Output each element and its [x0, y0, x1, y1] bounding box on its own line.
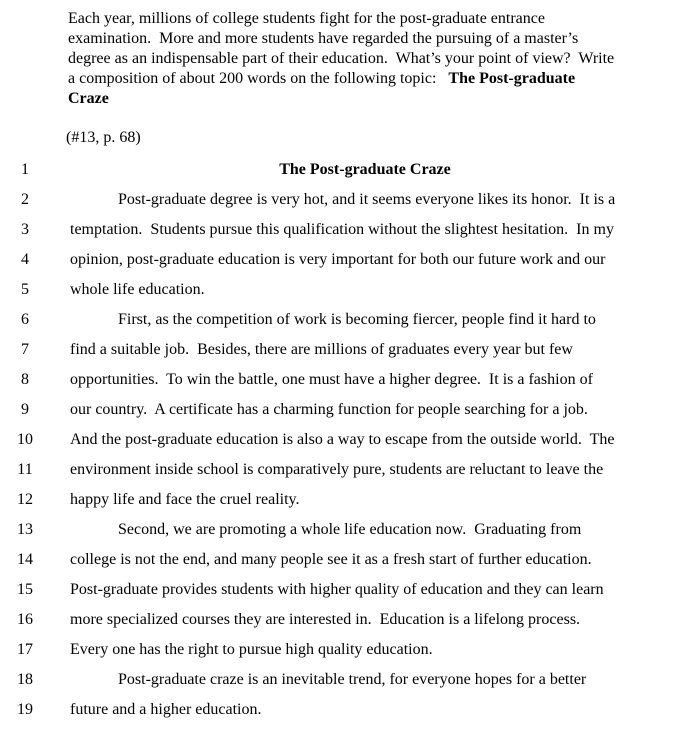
line-number: 11: [17, 461, 33, 478]
prompt-topic-bold: Craze: [68, 90, 109, 107]
line-text: happy life and face the cruel reality.: [70, 491, 300, 508]
prompt-text: degree as an indispensable part of their education. What’s your point of view? Write: [68, 50, 615, 67]
line-text: Every one has the right to pursue high quality education.: [70, 641, 433, 658]
prompt-text: examination. More and more students have regarded the pursuing of a master’s: [68, 30, 579, 47]
line-text: more specialized courses they are interested in. Education is a lifelong process.: [70, 611, 581, 628]
essay-line-row: [0, 155, 681, 185]
line-text: Post-graduate provides students with higher quality of education and they can learn: [70, 581, 604, 598]
line-number: 6: [21, 311, 29, 328]
line-number: 10: [17, 431, 33, 448]
essay-line-row: [0, 425, 681, 455]
prompt-line: [68, 69, 668, 89]
prompt-text: a composition of about 200 words on the following topic:: [68, 70, 449, 87]
essay-line-row: [0, 245, 681, 275]
line-text: college is not the end, and many people see it as a fresh start of further education.: [70, 551, 592, 568]
essay-line-row: [0, 185, 681, 215]
line-number: 9: [21, 401, 29, 418]
essay-line-row: [0, 665, 681, 695]
line-number: 14: [17, 551, 33, 568]
line-number: 17: [17, 641, 33, 658]
line-text: Post-graduate degree is very hot, and it seems everyone likes its honor. It is a: [118, 191, 616, 208]
line-text: First, as the competition of work is becoming fiercer, people find it hard to: [118, 311, 596, 328]
essay-line-row: [0, 365, 681, 395]
essay-line-row: [0, 635, 681, 665]
line-number: 12: [17, 491, 33, 508]
line-text: opportunities. To win the battle, one must have a higher degree. It is a fashion of: [70, 371, 593, 388]
line-text: Second, we are promoting a whole life education now. Graduating from: [118, 521, 582, 538]
line-number: 15: [17, 581, 33, 598]
line-number: 8: [21, 371, 29, 388]
prompt-line: [68, 9, 668, 29]
essay-line-row: [0, 695, 681, 725]
prompt-line: [68, 49, 668, 69]
essay-line-row: [0, 455, 681, 485]
essay-line-row: [0, 395, 681, 425]
line-text: Post-graduate craze is an inevitable trend, for everyone hopes for a better: [118, 671, 587, 688]
prompt-text: Each year, millions of college students fight for the post-graduate entrance: [68, 10, 545, 27]
essay-title: The Post-graduate Craze: [279, 161, 451, 178]
line-text: find a suitable job. Besides, there are millions of graduates every year but few: [70, 341, 573, 358]
line-number: 18: [17, 671, 33, 688]
source-reference: (#13, p. 68): [66, 129, 141, 146]
essay-prompt: [68, 9, 668, 109]
line-number: 1: [21, 161, 29, 178]
line-text: And the post-graduate education is also a way to escape from the outside world. The: [70, 431, 615, 448]
prompt-line: [68, 89, 668, 109]
line-text: future and a higher education.: [70, 701, 262, 718]
line-number: 16: [17, 611, 33, 628]
prompt-line: [68, 29, 668, 49]
line-number: 2: [21, 191, 29, 208]
line-text: opinion, post-graduate education is very important for both our future work and our: [70, 251, 606, 268]
line-number: 13: [17, 521, 33, 538]
essay-line-row: [0, 335, 681, 365]
line-text: our country. A certificate has a charming function for people searching for a job.: [70, 401, 588, 418]
line-number: 7: [21, 341, 29, 358]
line-text: whole life education.: [70, 281, 205, 298]
essay-line-row: [0, 275, 681, 305]
essay-line-row: [0, 575, 681, 605]
essay-body: [0, 155, 681, 725]
essay-line-row: [0, 545, 681, 575]
prompt-topic-bold: The Post-graduate: [448, 70, 576, 87]
line-number: 19: [17, 701, 33, 718]
line-text: environment inside school is comparatively pure, students are reluctant to leave the: [70, 461, 604, 478]
essay-line-row: [0, 515, 681, 545]
essay-line-row: [0, 485, 681, 515]
line-number: 5: [21, 281, 29, 298]
line-number: 3: [21, 221, 29, 238]
essay-line-row: [0, 305, 681, 335]
essay-line-row: [0, 605, 681, 635]
line-number: 4: [21, 251, 29, 268]
essay-line-row: [0, 215, 681, 245]
line-text: temptation. Students pursue this qualification without the slightest hesitation. In my: [70, 221, 614, 238]
